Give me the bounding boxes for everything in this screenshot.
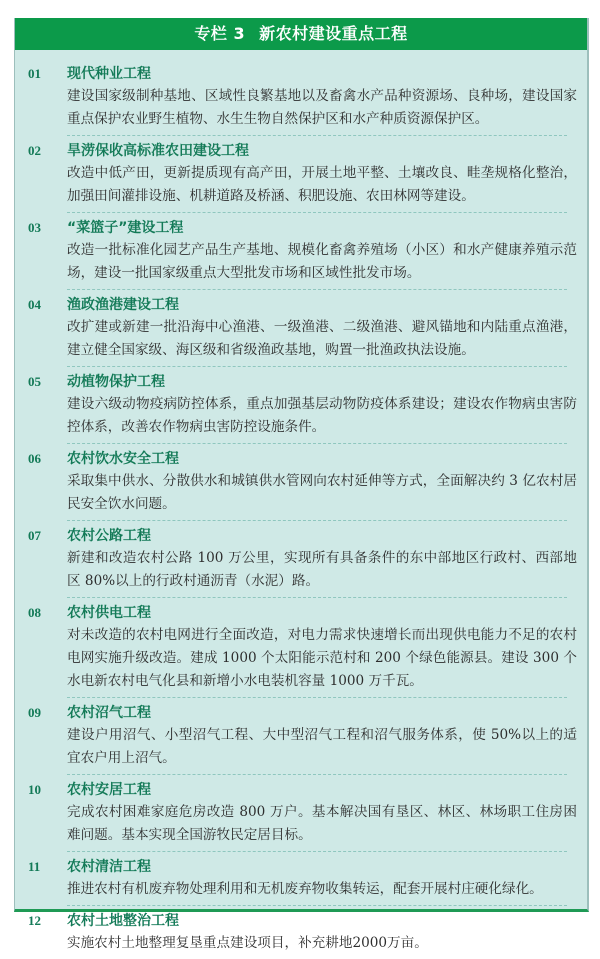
project-item [15, 212, 587, 289]
project-description: 对未改造的农村电网进行全面改造，对电力需求快速增长而出现供电能力不足的农村电网实施升级改造。建成 1000 个太阳能示范村和 200 个绿色能源县。建设 300 个水电新农村电气化县和新增小水电装机容量 1000 万千瓦。 [67, 627, 577, 689]
project-title: 现代种业工程 [67, 66, 151, 82]
column-box [14, 18, 589, 951]
project-title: 旱涝保收高标准农田建设工程 [67, 143, 249, 159]
project-title: 渔政渔港建设工程 [67, 297, 179, 313]
column-title: 新农村建设重点工程 [259, 24, 408, 43]
project-item [15, 289, 587, 366]
project-description: 改造一批标准化园艺产品生产基地、规模化畜禽养殖场（小区）和水产健康养殖示范场，建设一批国家级重点大型批发市场和区域性批发市场。 [67, 242, 577, 281]
project-item [15, 597, 587, 697]
project-item [15, 774, 587, 851]
project-number: 03 [28, 220, 41, 235]
project-item [15, 905, 587, 959]
project-title: 农村清洁工程 [67, 859, 151, 875]
project-number: 12 [28, 913, 41, 928]
column-header [15, 18, 587, 50]
project-item [15, 58, 587, 135]
project-number: 01 [28, 66, 41, 81]
project-item [15, 697, 587, 774]
project-number: 11 [28, 859, 41, 874]
project-title: 动植物保护工程 [67, 374, 165, 390]
project-description: 新建和改造农村公路 100 万公里，实现所有具备条件的东中部地区行政村、西部地区 80%以上的行政村通沥青（水泥）路。 [67, 550, 577, 589]
project-description: 推进农村有机废弃物处理利用和无机废弃物收集转运，配套开展村庄硬化绿化。 [67, 881, 543, 897]
project-number: 02 [28, 143, 41, 158]
project-title: 农村安居工程 [67, 782, 151, 798]
project-description: 改造中低产田，更新提质现有高产田，开展土地平整、土壤改良、畦垄规格化整治，加强田间灌排设施、机耕道路及桥涵、积肥设施、农田林网等建设。 [67, 165, 577, 204]
project-item [15, 851, 587, 905]
project-description: 建设国家级制种基地、区域性良繁基地以及畜禽水产品种资源场、良种场，建设国家重点保护农业野生植物、水生生物自然保护区和水产种质资源保护区。 [67, 88, 577, 127]
project-number: 04 [28, 297, 41, 312]
project-number: 08 [28, 605, 41, 620]
column-number: 专栏 3 [194, 24, 246, 43]
project-item [15, 135, 587, 212]
project-item [15, 366, 587, 443]
project-title: 农村沼气工程 [67, 705, 151, 721]
project-number: 09 [28, 705, 41, 720]
project-number: 07 [28, 528, 41, 543]
project-item [15, 520, 587, 597]
project-description: 完成农村困难家庭危房改造 800 万户。基本解决国有垦区、林区、林场职工住房困难问题。基本实现全国游牧民定居目标。 [67, 804, 577, 843]
project-description: 改扩建或新建一批沿海中心渔港、一级渔港、二级渔港、避风锚地和内陆重点渔港，建立健全国家级、海区级和省级渔政基地，购置一批渔政执法设施。 [67, 319, 577, 358]
project-description: 采取集中供水、分散供水和城镇供水管网向农村延伸等方式，全面解决约 3 亿农村居民安全饮水问题。 [67, 473, 577, 512]
project-item [15, 443, 587, 520]
project-description: 建设户用沼气、小型沼气工程、大中型沼气工程和沼气服务体系，使 50%以上的适宜农户用上沼气。 [67, 727, 577, 766]
project-number: 10 [28, 782, 41, 797]
project-title: 农村饮水安全工程 [67, 451, 179, 467]
project-title: “菜篮子”建设工程 [67, 220, 184, 236]
project-title: 农村供电工程 [67, 605, 151, 621]
project-list [15, 58, 587, 959]
project-description: 实施农村土地整理复垦重点建设项目，补充耕地2000万亩。 [67, 935, 428, 951]
project-number: 06 [28, 451, 41, 466]
project-description: 建设六级动物疫病防控体系，重点加强基层动物防疫体系建设；建设农作物病虫害防控体系，改善农作物病虫害防控设施条件。 [67, 396, 577, 435]
project-number: 05 [28, 374, 41, 389]
project-title: 农村公路工程 [67, 528, 151, 544]
project-title: 农村土地整治工程 [67, 913, 179, 929]
